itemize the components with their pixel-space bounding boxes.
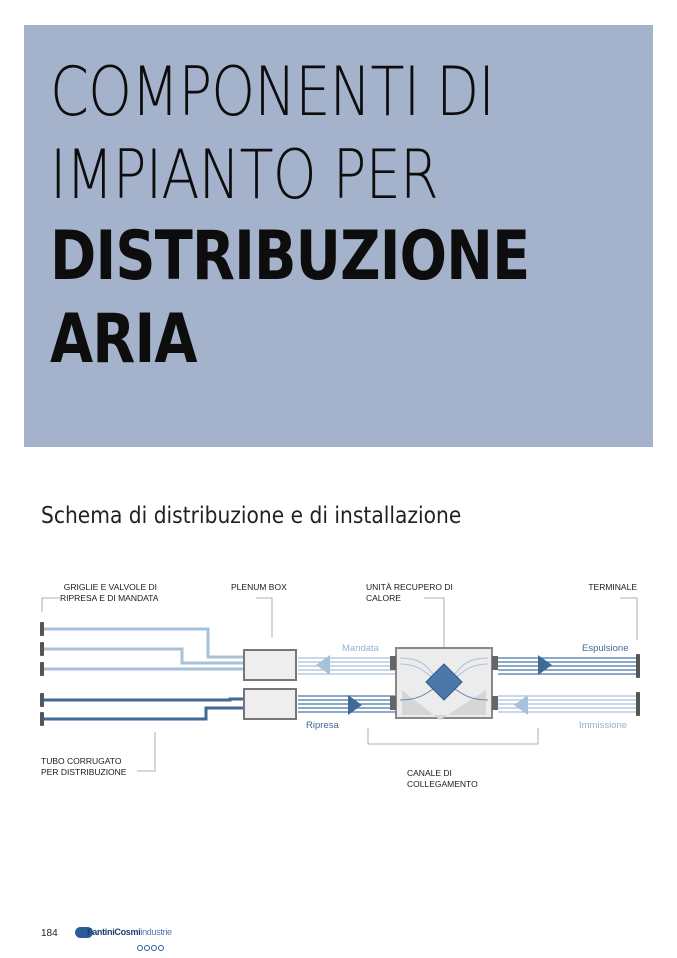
label-griglie: GRIGLIE E VALVOLE DI RIPRESA E DI MANDATA [60,582,159,603]
terminal-caps-left [40,622,44,726]
title-line-2: IMPIANTO PER [50,136,438,215]
brand-logo: FantiniCosmiindustrie [75,925,170,943]
label-terminale: TERMINALE [588,582,637,592]
label-tubo-corrugato: TUBO CORRUGATO PER DISTRIBUZIONE [41,756,127,777]
label-canale: CANALE DI COLLEGAMENTO [407,768,478,789]
heat-recovery-unit [390,648,498,720]
plenum-box-supply [244,650,296,680]
title-line-3: DISTRIBUZIONE [50,217,530,296]
leader-lines [42,598,637,771]
label-plenum-box: PLENUM BOX [231,582,287,592]
return-ducts [44,699,244,719]
title-line-4: ARIA [50,300,197,379]
flow-label-ripresa: Ripresa [306,720,339,731]
logo-dots-icon [137,938,165,956]
page-number: 184 [41,928,58,939]
distribution-diagram [0,560,677,800]
flow-label-mandata: Mandata [342,643,379,654]
ripresa-flow [298,696,396,712]
supply-ducts [44,629,244,669]
flow-label-immissione: Immissione [579,720,628,731]
title-line-1: COMPONENTI DI [50,53,495,132]
section-subtitle: Schema di distribuzione e di installazione [41,503,462,529]
espulsione-flow [498,658,637,674]
label-unita-recupero: UNITÀ RECUPERO DI CALORE [366,582,453,603]
terminal-caps-right [636,654,640,716]
title-banner [24,25,653,447]
mandata-flow [298,658,396,674]
flow-label-espulsione: Espulsione [582,643,629,654]
plenum-box-return [244,689,296,719]
